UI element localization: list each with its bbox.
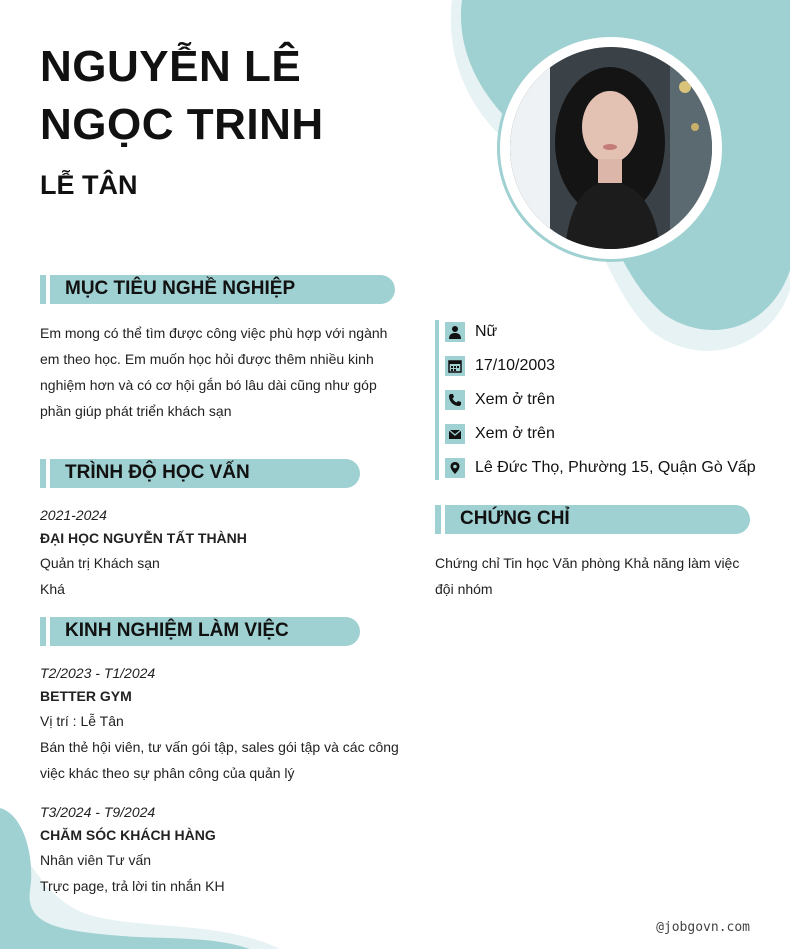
email-icon xyxy=(445,424,465,444)
experience-title: KINH NGHIỆM LÀM VIỆC xyxy=(65,620,289,641)
heading-bar xyxy=(435,505,441,534)
heading-bar xyxy=(40,459,46,488)
objective-line: phần giúp phát triển khách sạn xyxy=(40,403,232,419)
birthday-text: 17/10/2003 xyxy=(475,357,556,374)
heading-bar xyxy=(40,275,46,304)
gender-text: Nữ xyxy=(475,323,498,340)
phone-icon xyxy=(445,390,465,410)
contact-birthday xyxy=(445,354,555,378)
avatar xyxy=(510,47,712,249)
calendar-icon xyxy=(445,356,465,376)
education-grade: Khá xyxy=(40,581,65,597)
contact-address xyxy=(445,456,756,480)
email-text: Xem ở trên xyxy=(475,425,555,442)
contact-email xyxy=(445,422,555,446)
job-period: T3/2024 - T9/2024 xyxy=(40,804,156,820)
job-company: CHĂM SÓC KHÁCH HÀNG xyxy=(40,827,216,843)
watermark: @jobgovn.com xyxy=(656,920,750,935)
name-line-2: NGỌC TRINH xyxy=(40,100,324,149)
job-period: T2/2023 - T1/2024 xyxy=(40,665,156,681)
job-description: việc khác theo sự phân công của quản lý xyxy=(40,765,295,781)
objective-text xyxy=(40,320,420,424)
job-company: BETTER GYM xyxy=(40,688,132,704)
education-school: ĐẠI HỌC NGUYỄN TẤT THÀNH xyxy=(40,530,247,546)
candidate-name xyxy=(40,38,324,154)
objective-heading xyxy=(40,275,395,304)
contact-gender xyxy=(445,320,497,344)
avatar-frame xyxy=(500,37,722,259)
job-description: Bán thẻ hội viên, tư vấn gói tập, sales gói tập và các công xyxy=(40,739,399,755)
experience-heading xyxy=(40,617,360,646)
job-position: Nhân viên Tư vấn xyxy=(40,852,152,868)
job-title: LỄ TÂN xyxy=(40,170,138,200)
location-icon xyxy=(445,458,465,478)
portrait-image xyxy=(510,47,712,249)
education-period: 2021-2024 xyxy=(40,507,107,523)
objective-line: nghiệm hơn và có cơ hội gắn bó lâu dài cũng như góp xyxy=(40,377,377,393)
certificates-line: Chứng chỉ Tin học Văn phòng Khả năng làm việc xyxy=(435,555,740,571)
objective-line: em theo học. Em muốn học hỏi được thêm nhiều kinh xyxy=(40,351,374,367)
phone-text: Xem ở trên xyxy=(475,391,555,408)
contact-phone xyxy=(445,388,555,412)
contact-divider xyxy=(435,320,439,480)
objective-line: Em mong có thể tìm được công việc phù hợp với ngành xyxy=(40,325,388,341)
education-major: Quản trị Khách sạn xyxy=(40,555,160,571)
education-title: TRÌNH ĐỘ HỌC VẤN xyxy=(65,462,250,483)
address-text: Lê Đức Thọ, Phường 15, Quận Gò Vấp xyxy=(475,459,756,476)
job-description: Trực page, trả lời tin nhắn KH xyxy=(40,878,225,894)
certificates-heading xyxy=(435,505,750,534)
person-icon xyxy=(445,322,465,342)
heading-bar xyxy=(40,617,46,646)
name-line-1: NGUYỄN LÊ xyxy=(40,42,302,91)
job-position: Vị trí : Lễ Tân xyxy=(40,713,124,729)
education-heading xyxy=(40,459,360,488)
objective-title: MỤC TIÊU NGHỀ NGHIỆP xyxy=(65,278,296,299)
certificates-title: CHỨNG CHỈ xyxy=(460,508,570,529)
certificates-line: đội nhóm xyxy=(435,581,493,597)
